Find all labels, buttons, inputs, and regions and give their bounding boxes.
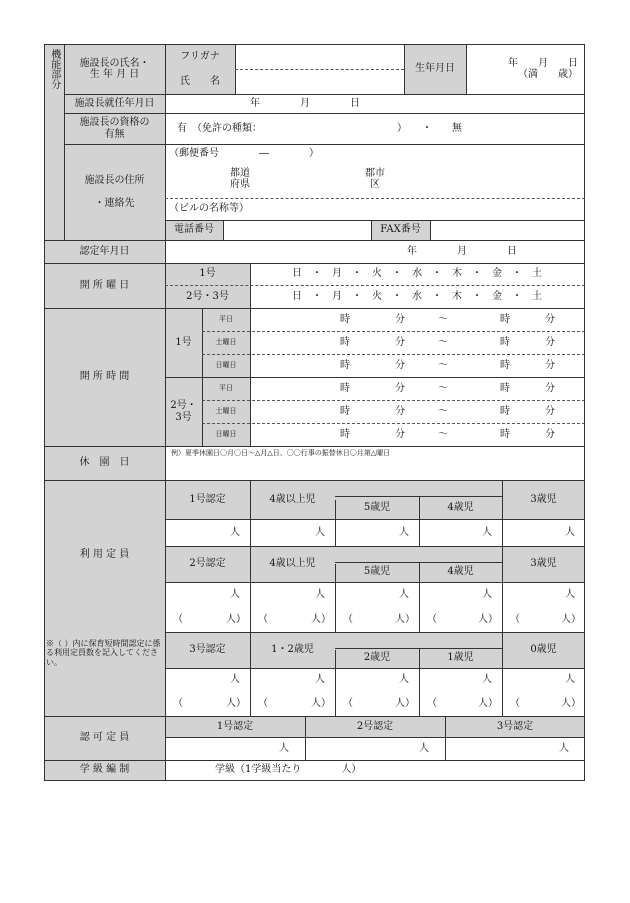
cap-short-time[interactable]: （ 人） <box>258 698 331 710</box>
approval-date-label: 認定年月日 <box>79 245 130 257</box>
hour-label[interactable]: 時 <box>340 359 350 371</box>
hour-label[interactable]: 時 <box>340 336 350 348</box>
birth-label: 生年月日 <box>415 63 455 75</box>
minute-label[interactable]: 分 <box>545 359 555 371</box>
minute-label[interactable]: 分 <box>545 382 555 394</box>
cap-unit[interactable]: 人 <box>315 588 325 600</box>
authorized-col-1: 1号認定 <box>216 720 254 732</box>
classes-value[interactable]: 学級（1学級当たり 人） <box>215 764 362 776</box>
cap-short-time[interactable]: （ 人） <box>343 698 415 710</box>
cap-group-label: 1号認定 <box>189 493 226 505</box>
day-type-label: 平日 <box>219 384 233 393</box>
tel-field[interactable] <box>223 220 371 240</box>
hour-label[interactable]: 時 <box>500 382 510 394</box>
fax-field[interactable] <box>430 220 584 240</box>
authorized-col-3: 3号認定 <box>496 720 534 732</box>
minute-label[interactable]: 分 <box>395 359 405 371</box>
cap-col-header: 3歳児 <box>530 558 557 570</box>
cap-short-time[interactable]: （ 人） <box>343 613 415 625</box>
birth-value[interactable]: 年 月 日 （満 歳） <box>508 57 578 80</box>
cap-col-header: 3歳児 <box>530 493 557 505</box>
cap-unit[interactable]: 人 <box>482 588 492 600</box>
minute-label[interactable]: 分 <box>395 405 405 417</box>
cap-short-time[interactable]: （ 人） <box>510 613 581 625</box>
cap-col-header: 1歳児 <box>447 652 474 664</box>
hour-label[interactable]: 時 <box>500 336 510 348</box>
cap-unit[interactable]: 人 <box>230 588 240 600</box>
minute-label[interactable]: 分 <box>395 336 405 348</box>
cap-col-header: 4歳以上児 <box>269 558 316 570</box>
classes-label: 学 級 編 制 <box>79 764 130 776</box>
authorized-col-2: 2号認定 <box>356 720 394 732</box>
cap-col-header: 2歳児 <box>363 652 391 664</box>
hour-label[interactable]: 時 <box>340 382 350 394</box>
cap-short-time[interactable]: （ 人） <box>258 613 331 625</box>
cap-col-header: 4歳以上児 <box>269 493 316 505</box>
shimei-label: 氏 名 <box>180 75 220 87</box>
cap-col-header: 0歳児 <box>530 644 557 656</box>
qualification-value[interactable]: 有 （免許の種類： ） ・ 無 <box>177 122 462 134</box>
day-type-label: 平日 <box>219 315 233 324</box>
tilde: ～ <box>438 382 448 394</box>
cap-col-header: 5歳児 <box>363 501 391 513</box>
cap-col-header: 5歳児 <box>363 566 391 578</box>
cap-unit[interactable]: 人 <box>399 526 409 538</box>
cap-unit[interactable]: 人 <box>565 526 575 538</box>
furigana-label: フリガナ <box>180 50 220 62</box>
open-days-type-23: 2号・3号 <box>186 290 229 302</box>
cap-unit[interactable]: 人 <box>399 674 409 686</box>
tilde: ～ <box>438 405 448 417</box>
hour-label[interactable]: 時 <box>340 313 350 325</box>
hour-label[interactable]: 時 <box>500 359 510 371</box>
hour-label[interactable]: 時 <box>340 428 350 440</box>
qualification-label: 施設長の資格の 有無 <box>79 117 150 140</box>
hour-label[interactable]: 時 <box>340 405 350 417</box>
day-type-label: 日曜日 <box>215 430 237 439</box>
day-type-label: 日曜日 <box>215 361 237 370</box>
open-days-23[interactable]: 日 ・ 月 ・ 火 ・ 水 ・ 木 ・ 金 ・ 土 <box>292 290 542 302</box>
cap-unit[interactable]: 人 <box>399 588 409 600</box>
tel-label: 電話番号 <box>174 224 214 236</box>
approval-date-value[interactable]: 年 月 日 <box>407 245 517 257</box>
cap-unit[interactable]: 人 <box>230 526 240 538</box>
hours-type-23: 2号・ 3号 <box>170 400 197 423</box>
hour-label[interactable]: 時 <box>500 313 510 325</box>
inauguration-label: 施設長就任年月日 <box>74 97 155 109</box>
minute-label[interactable]: 分 <box>545 428 555 440</box>
postal-code[interactable]: （郵便番号 ― ） <box>169 148 319 160</box>
day-type-label: 土曜日 <box>215 407 237 416</box>
tilde: ～ <box>438 359 448 371</box>
building-name[interactable]: （ビルの名称等） <box>169 203 249 215</box>
cap-unit[interactable]: 人 <box>565 674 575 686</box>
address-label: 施設長の住所 ・連絡先 <box>84 174 145 209</box>
minute-label[interactable]: 分 <box>545 313 555 325</box>
open-days-type-1: 1号 <box>199 268 216 280</box>
fax-label: FAX番号 <box>380 224 421 236</box>
open-days-1[interactable]: 日 ・ 月 ・ 火 ・ 水 ・ 木 ・ 金 ・ 土 <box>292 268 542 280</box>
minute-label[interactable]: 分 <box>395 313 405 325</box>
cap-unit[interactable]: 人 <box>315 674 325 686</box>
minute-label[interactable]: 分 <box>545 405 555 417</box>
holidays-example[interactable]: 例）夏季休園日〇月〇日～△月△日、〇〇行事の振替休日〇月第△曜日 <box>171 448 391 457</box>
minute-label[interactable]: 分 <box>545 336 555 348</box>
minute-label[interactable]: 分 <box>395 382 405 394</box>
cap-short-time[interactable]: （ 人） <box>427 698 498 710</box>
authorized-label: 認 可 定 員 <box>79 732 130 744</box>
section-label: 機能部分 <box>48 49 60 89</box>
cap-unit[interactable]: 人 <box>482 526 492 538</box>
cap-col-header: 1・2歳児 <box>271 644 314 656</box>
cap-unit[interactable]: 人 <box>230 674 240 686</box>
cap-col-header: 4歳児 <box>447 501 474 513</box>
authorized-unit-1[interactable]: 人 <box>279 742 289 754</box>
tilde: ～ <box>438 428 448 440</box>
city-label: 郡市 区 <box>365 167 385 190</box>
open-days-label: 開 所 曜 日 <box>79 279 130 291</box>
authorized-unit-3[interactable]: 人 <box>559 742 569 754</box>
holidays-label: 休 園 日 <box>79 457 130 469</box>
cap-unit[interactable]: 人 <box>565 588 575 600</box>
director-name-label: 施設長の氏名・ 生 年 月 日 <box>79 57 150 80</box>
minute-label[interactable]: 分 <box>395 428 405 440</box>
cap-short-time[interactable]: （ 人） <box>173 698 246 710</box>
capacity-note: ※（ ）内に保育短時間認定に係る利用定員数を記入してください。 <box>46 639 161 667</box>
hours-type-1: 1号 <box>175 336 192 348</box>
hour-label[interactable]: 時 <box>500 405 510 417</box>
cap-group-label: 3号認定 <box>189 644 226 656</box>
authorized-unit-2[interactable]: 人 <box>419 742 429 754</box>
cap-group-label: 2号認定 <box>189 558 226 570</box>
cap-short-time[interactable]: （ 人） <box>427 613 498 625</box>
hour-label[interactable]: 時 <box>500 428 510 440</box>
cap-short-time[interactable]: （ 人） <box>173 613 246 625</box>
cap-col-header: 4歳児 <box>447 566 474 578</box>
cap-unit[interactable]: 人 <box>315 526 325 538</box>
tilde: ～ <box>438 336 448 348</box>
cap-unit[interactable]: 人 <box>482 674 492 686</box>
furigana-field[interactable] <box>235 44 404 69</box>
day-type-label: 土曜日 <box>215 338 237 347</box>
capacity-label: 利 用 定 員 <box>79 549 130 561</box>
prefecture-label: 都道 府県 <box>230 167 250 190</box>
shimei-field[interactable] <box>235 69 404 94</box>
tilde: ～ <box>438 313 448 325</box>
inauguration-value[interactable]: 年 月 日 <box>250 97 360 109</box>
cap-short-time[interactable]: （ 人） <box>510 698 581 710</box>
open-hours-label: 開 所 時 間 <box>79 371 130 383</box>
